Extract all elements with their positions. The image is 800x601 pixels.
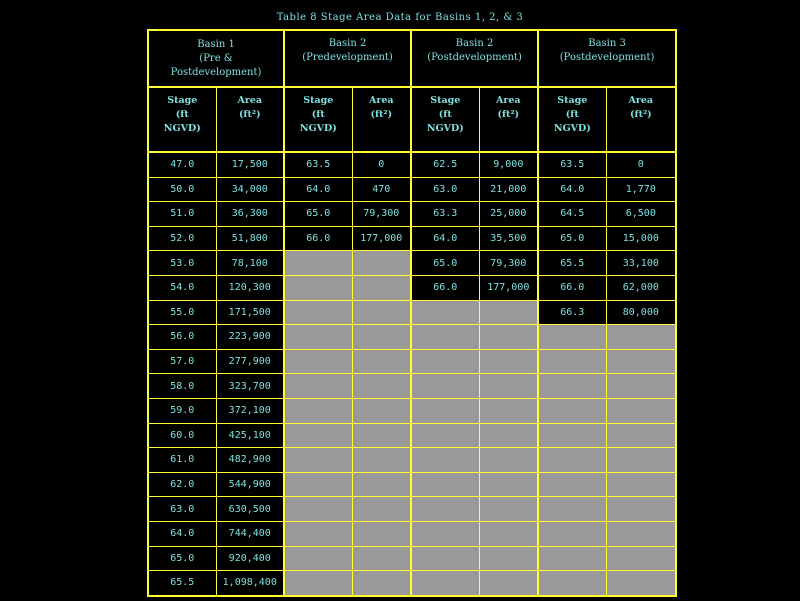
area-cell <box>479 571 538 596</box>
area-cell <box>606 472 676 497</box>
stage-header-unit: (ft <box>438 109 452 120</box>
area-cell: 1,098,400 <box>216 571 284 596</box>
area-cell <box>606 497 676 522</box>
area-cell <box>352 300 411 325</box>
area-header-label: Area <box>628 95 654 106</box>
stage-cell <box>411 349 479 374</box>
table-row <box>148 177 676 202</box>
stage-cell: 65.5 <box>538 251 606 276</box>
area-cell <box>352 325 411 350</box>
stage-cell <box>538 349 606 374</box>
table-row <box>148 152 676 177</box>
stage-cell <box>411 325 479 350</box>
basin-header-1-desc: (Pre & <box>199 52 233 64</box>
table-row <box>148 546 676 571</box>
stage-cell: 60.0 <box>148 423 216 448</box>
table-row <box>148 423 676 448</box>
stage-header-datum: NGVD) <box>553 123 591 134</box>
table-body <box>148 152 676 596</box>
stage-cell: 66.3 <box>538 300 606 325</box>
basin-header-row <box>148 30 676 87</box>
stage-cell <box>284 275 352 300</box>
table-row <box>148 202 676 227</box>
stage-cell: 65.5 <box>148 571 216 596</box>
stage-cell: 62.5 <box>411 152 479 177</box>
stage-cell <box>538 521 606 546</box>
area-cell: 177,000 <box>352 226 411 251</box>
area-header-label: Area <box>496 95 521 106</box>
stage-cell: 64.5 <box>538 202 606 227</box>
area-cell <box>479 448 538 473</box>
stage-cell <box>411 571 479 596</box>
subheader-row <box>148 87 676 152</box>
area-cell: 323,700 <box>216 374 284 399</box>
stage-cell <box>284 251 352 276</box>
area-cell <box>352 275 411 300</box>
table-row <box>148 448 676 473</box>
area-cell <box>606 325 676 350</box>
area-cell: 78,100 <box>216 251 284 276</box>
stage-cell: 55.0 <box>148 300 216 325</box>
area-column-header <box>479 87 538 152</box>
area-header-label: Area <box>237 95 263 106</box>
stage-cell <box>411 546 479 571</box>
stage-cell: 59.0 <box>148 398 216 423</box>
stage-cell: 61.0 <box>148 448 216 473</box>
stage-cell <box>538 546 606 571</box>
table-row <box>148 325 676 350</box>
basin-header-4 <box>538 30 676 87</box>
stage-cell <box>284 423 352 448</box>
area-cell <box>479 546 538 571</box>
stage-cell <box>284 448 352 473</box>
stage-cell: 65.0 <box>148 546 216 571</box>
stage-cell: 64.0 <box>411 226 479 251</box>
basin-header-1-name: Basin 1 <box>197 38 235 50</box>
area-cell <box>352 374 411 399</box>
stage-cell: 64.0 <box>538 177 606 202</box>
stage-cell: 66.0 <box>411 275 479 300</box>
stage-cell <box>411 398 479 423</box>
basin-header-4-name: Basin 3 <box>588 38 626 49</box>
area-cell <box>606 423 676 448</box>
table-row <box>148 497 676 522</box>
stage-header-label: Stage <box>430 95 461 106</box>
stage-cell <box>284 497 352 522</box>
area-cell <box>479 423 538 448</box>
basin-header-4-desc: (Postdevelopment) <box>559 52 655 63</box>
stage-cell: 65.0 <box>411 251 479 276</box>
stage-cell: 64.0 <box>148 521 216 546</box>
stage-header-label: Stage <box>557 95 588 106</box>
area-cell: 223,900 <box>216 325 284 350</box>
area-header-unit: (ft²) <box>238 109 261 120</box>
stage-column-header <box>538 87 606 152</box>
stage-cell <box>284 546 352 571</box>
area-cell: 6,500 <box>606 202 676 227</box>
basin-header-2-desc: (Predevelopment) <box>302 52 393 63</box>
area-header-label: Area <box>368 95 394 106</box>
area-cell <box>606 571 676 596</box>
area-cell: 630,500 <box>216 497 284 522</box>
stage-cell <box>411 374 479 399</box>
stage-cell <box>284 374 352 399</box>
area-cell <box>479 325 538 350</box>
area-cell <box>479 521 538 546</box>
stage-cell: 54.0 <box>148 275 216 300</box>
stage-cell <box>284 349 352 374</box>
area-cell <box>479 497 538 522</box>
stage-cell: 62.0 <box>148 472 216 497</box>
area-cell <box>606 448 676 473</box>
area-cell <box>352 251 411 276</box>
area-cell: 0 <box>606 152 676 177</box>
area-column-header <box>606 87 676 152</box>
area-cell: 17,500 <box>216 152 284 177</box>
area-cell <box>352 472 411 497</box>
table-row <box>148 349 676 374</box>
area-cell: 80,000 <box>606 300 676 325</box>
stage-cell: 63.5 <box>538 152 606 177</box>
stage-header-unit: (ft <box>311 109 325 120</box>
area-cell: 79,300 <box>479 251 538 276</box>
area-column-header <box>216 87 284 152</box>
stage-cell <box>538 497 606 522</box>
basin-header-3-name: Basin 2 <box>455 38 494 49</box>
table-row <box>148 226 676 251</box>
stage-cell <box>538 423 606 448</box>
area-header-unit: (ft²) <box>629 109 652 120</box>
stage-header-label: Stage <box>303 95 334 106</box>
table-row <box>148 521 676 546</box>
stage-header-datum: NGVD) <box>299 123 337 134</box>
stage-cell <box>538 448 606 473</box>
stage-cell: 47.0 <box>148 152 216 177</box>
area-cell <box>606 398 676 423</box>
area-cell: 9,000 <box>479 152 538 177</box>
table-title: Table 8 Stage Area Data for Basins 1, 2, & 3 <box>276 12 524 23</box>
area-cell: 120,300 <box>216 275 284 300</box>
table-row <box>148 374 676 399</box>
table-row <box>148 571 676 596</box>
stage-cell <box>284 472 352 497</box>
area-cell <box>479 398 538 423</box>
area-cell <box>479 300 538 325</box>
area-cell: 470 <box>352 177 411 202</box>
stage-cell: 63.3 <box>411 202 479 227</box>
stage-cell <box>411 448 479 473</box>
stage-cell: 52.0 <box>148 226 216 251</box>
stage-cell <box>284 398 352 423</box>
table-row <box>148 398 676 423</box>
area-cell: 744,400 <box>216 521 284 546</box>
table-row <box>148 472 676 497</box>
stage-cell <box>538 374 606 399</box>
stage-cell <box>411 497 479 522</box>
area-cell <box>352 349 411 374</box>
area-cell <box>352 398 411 423</box>
stage-cell <box>284 325 352 350</box>
stage-cell <box>538 325 606 350</box>
stage-cell <box>538 398 606 423</box>
area-cell <box>606 374 676 399</box>
stage-cell <box>284 521 352 546</box>
stage-cell: 58.0 <box>148 374 216 399</box>
area-cell <box>479 349 538 374</box>
stage-cell <box>411 423 479 448</box>
area-cell <box>352 423 411 448</box>
stage-cell <box>411 300 479 325</box>
stage-cell: 57.0 <box>148 349 216 374</box>
area-cell: 25,000 <box>479 202 538 227</box>
area-cell: 36,300 <box>216 202 284 227</box>
area-cell: 35,500 <box>479 226 538 251</box>
stage-header-unit: (ft <box>175 109 189 120</box>
stage-header-datum: NGVD) <box>163 123 201 134</box>
area-cell: 15,000 <box>606 226 676 251</box>
stage-cell <box>411 521 479 546</box>
area-cell: 177,000 <box>479 275 538 300</box>
area-column-header <box>352 87 411 152</box>
stage-cell: 65.0 <box>538 226 606 251</box>
stage-cell <box>284 571 352 596</box>
area-cell <box>352 571 411 596</box>
table-row <box>148 275 676 300</box>
stage-cell: 63.0 <box>411 177 479 202</box>
area-cell: 0 <box>352 152 411 177</box>
area-cell: 1,770 <box>606 177 676 202</box>
area-cell: 171,500 <box>216 300 284 325</box>
area-cell: 33,100 <box>606 251 676 276</box>
area-cell: 34,000 <box>216 177 284 202</box>
area-cell <box>479 374 538 399</box>
stage-cell: 63.5 <box>284 152 352 177</box>
basin-header-3-desc: (Postdevelopment) <box>427 52 522 63</box>
stage-cell <box>538 571 606 596</box>
table-row <box>148 300 676 325</box>
basin-header-1-desc2: Postdevelopment) <box>170 66 262 78</box>
stage-cell: 63.0 <box>148 497 216 522</box>
stage-header-datum: NGVD) <box>426 123 464 134</box>
table-row <box>148 251 676 276</box>
area-cell: 544,900 <box>216 472 284 497</box>
stage-cell: 56.0 <box>148 325 216 350</box>
stage-cell: 66.0 <box>538 275 606 300</box>
area-cell: 920,400 <box>216 546 284 571</box>
area-cell <box>479 472 538 497</box>
area-cell: 21,000 <box>479 177 538 202</box>
area-cell: 482,900 <box>216 448 284 473</box>
stage-cell: 64.0 <box>284 177 352 202</box>
area-cell <box>606 546 676 571</box>
stage-column-header <box>411 87 479 152</box>
stage-cell: 53.0 <box>148 251 216 276</box>
area-cell: 372,100 <box>216 398 284 423</box>
stage-cell: 51.0 <box>148 202 216 227</box>
area-cell: 425,100 <box>216 423 284 448</box>
area-cell <box>352 546 411 571</box>
area-cell <box>352 497 411 522</box>
area-header-unit: (ft²) <box>497 109 520 120</box>
area-cell <box>352 448 411 473</box>
stage-cell: 65.0 <box>284 202 352 227</box>
area-cell: 79,300 <box>352 202 411 227</box>
area-header-unit: (ft²) <box>370 109 393 120</box>
stage-cell: 50.0 <box>148 177 216 202</box>
stage-cell <box>284 300 352 325</box>
area-cell <box>352 521 411 546</box>
stage-area-table <box>147 29 677 597</box>
stage-cell: 66.0 <box>284 226 352 251</box>
area-cell: 277,900 <box>216 349 284 374</box>
stage-cell <box>411 472 479 497</box>
basin-header-2-name: Basin 2 <box>328 38 367 49</box>
stage-column-header <box>148 87 216 152</box>
area-cell <box>606 349 676 374</box>
stage-column-header <box>284 87 352 152</box>
basin-header-2 <box>284 30 411 87</box>
basin-header-3 <box>411 30 538 87</box>
area-cell: 51,800 <box>216 226 284 251</box>
stage-cell <box>538 472 606 497</box>
area-cell: 62,000 <box>606 275 676 300</box>
area-cell <box>606 521 676 546</box>
basin-header-1 <box>148 30 284 87</box>
stage-header-label: Stage <box>167 95 198 106</box>
stage-header-unit: (ft <box>565 109 579 120</box>
